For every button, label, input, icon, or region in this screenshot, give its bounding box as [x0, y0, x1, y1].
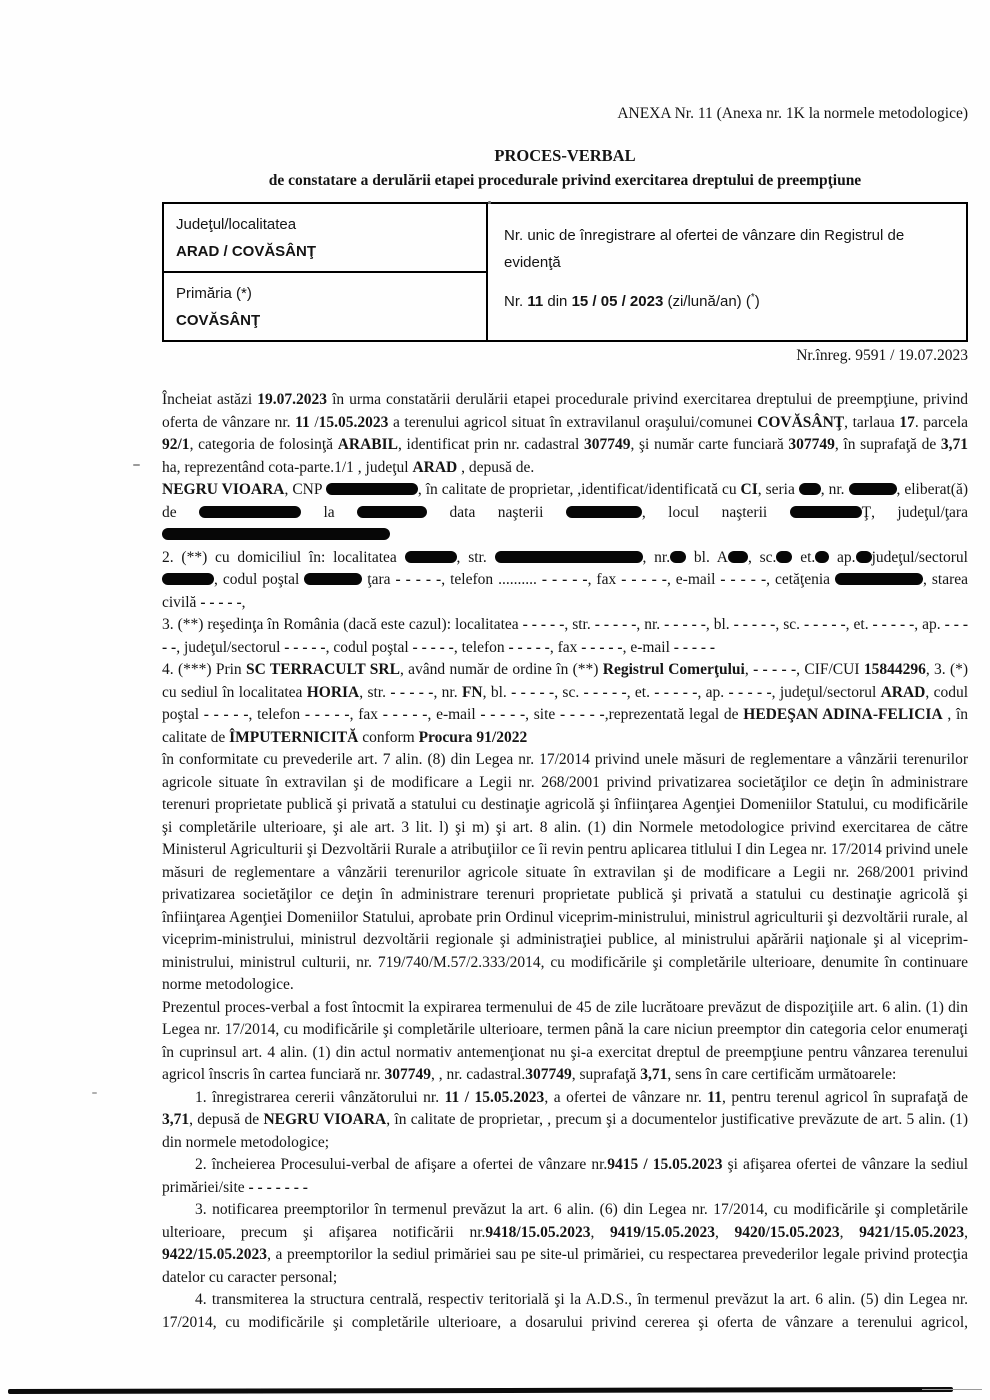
- residence-paragraph: 3. (**) reşedinţa în România (dacă este cazul): localitatea - - - - -, str. - - - - -, nr. - - - - -, bl. - - - - -, sc. - - - - -, et. - - - - -, ap. - - - - -, judeţul/sectorul - - - - -, codul poştal - - - - -, telefon - - - - -, fax - - - - -, e-mail - - - - -: [162, 616, 969, 656]
- registration-number-line: Nr. 11 din 15 / 05 / 2023 (zi/lună/an) (*): [504, 292, 760, 310]
- redaction-bar: [670, 551, 686, 563]
- registration-cell: [488, 204, 966, 340]
- redaction-bar: [849, 483, 897, 495]
- redaction-bar: [799, 483, 821, 495]
- representative-paragraph: 4. (***) Prin SC TERRACULT SRL, având număr de ordine în (**) Registrul Comerţului, - - - - -, CIF/CUI 15844296, 3. (*) cu sediul în localitatea HORIA, str. - - - - -, nr. FN, bl. - - - - -, sc. - - - - -, et. - - - - -, ap. - - - - -, judeţul/sectorul ARAD, codul poştal - - - - -, telefon - - - - -, fax - - - - -, e-mail - - - - -, site - - - - -,reprezentată legal de HEDEŞAN ADINA-FELICIA , în calitate de ÎMPUTERNICITĂ conform Procura 91/2022: [162, 661, 969, 746]
- redaction-bar: [856, 551, 872, 563]
- scan-artifact-dash: [92, 1092, 97, 1094]
- cityhall-label: Primăria (*): [176, 285, 252, 302]
- county-label: Judeţul/localitatea: [176, 216, 297, 233]
- scan-artifact-dot: [488, 201, 491, 204]
- intro-paragraph: Încheiat astăzi 19.07.2023 în urma constatării derulării etapei procedurale privind exercitarea dreptului de preempţiune, privind oferta de vânzare nr. 11 /15.05.2023 a terenului agricol situat în extravilanul oraşului/comunei COVĂSÂNŢ, tarlaua 17. parcela 92/1, categoria de folosinţă ARABIL, identificat prin nr. cadastral 307749, şi număr carte funciară 307749, în suprafaţă de 3,71 ha, reprezentând cota-parte.1/1 , judeţul ARAD , depusă de.: [162, 391, 969, 476]
- domicile-paragraph: 2. (**) cu domiciliul în: localitatea , str. , nr. bl. A , sc. et. ap. judeţul/sectorul , codul poştal ţara - - - - -, telefon .......... - - - - -, fax - - - - -, e-mail - - - - -, cetăţenia , starea civilă - - - - -,: [162, 548, 969, 611]
- redaction-bar: [566, 506, 642, 518]
- annex-note: ANEXA Nr. 11 (Anexa nr. 1K la normele metodologice): [617, 105, 968, 122]
- redaction-bar: [835, 573, 923, 585]
- redaction-bar: [326, 483, 418, 495]
- document-subtitle: de constatare a derulării etapei procedurale privind exercitarea dreptului de preempţiune: [268, 172, 862, 189]
- item-3: 3. notificarea preemptorilor în termenul prevăzut la art. 6 alin. (6) din Legea nr. 17/2014, cu modificările şi completările ulterioare, precum şi afişarea notificării nr.9418/15.05.2023, 9419/15.05.2023, 9420/15.05.2023, 9421/15.05.2023, 9422/15.05.2023, a preemptorilor la sediul primăriei sau pe site-ul primăriei, cu respectarea prevederilor legale privind protecţia datelor cu caracter personal;: [162, 1201, 969, 1286]
- scan-artifact-dash: [133, 464, 140, 466]
- redaction-bar: [790, 506, 862, 518]
- item-2: 2. încheierea Procesului-verbal de afişare a ofertei de vânzare nr.9415 / 15.05.2023 şi afişarea ofertei de vânzare la sediul primăriei/site - - - - - - -: [162, 1156, 969, 1196]
- item-4: 4. transmiterea la structura centrală, respectiv teritorială şi la A.D.S., în termenul prevăzut la art. 6 alin. (5) din Legea nr. 17/2014, cu modificările şi completările ulterioare, a dosarului privind cererea şi oferta de vânzare a terenului agricol,: [162, 1291, 968, 1331]
- county-cell: [164, 204, 486, 273]
- redaction-bar: [776, 551, 792, 563]
- cityhall-cell: [164, 273, 486, 340]
- scan-edge-bar-tail: [922, 1389, 982, 1391]
- document-body: [162, 389, 968, 1334]
- redaction-bar: [304, 573, 362, 585]
- owner-paragraph: NEGRU VIOARA, CNP , în calitate de proprietar, ,identificat/identificată cu CI, seria , nr. , eliberat(ă) de la data naşterii , locul naşterii Ţ, judeţul/ţara: [162, 479, 968, 547]
- registry-number-note: Nr.înreg. 9591 / 19.07.2023: [796, 347, 968, 364]
- redaction-bar: [405, 551, 457, 563]
- item-1: 1. înregistrarea cererii vânzătorului nr. 11 / 15.05.2023, a ofertei de vânzare nr. 11, pentru terenul agricol în suprafaţă de 3,71, depusă de NEGRU VIOARA, în calitate de proprietar, , precum şi a documentelor justificative prevăzute de art. 5 alin. (1) din normele metodologice;: [162, 1088, 969, 1151]
- redaction-bar: [495, 551, 643, 563]
- redaction-bar: [199, 506, 301, 518]
- redaction-bar: [162, 528, 390, 540]
- redaction-bar: [162, 573, 214, 585]
- redaction-bar: [728, 551, 748, 563]
- document-title: PROCES-VERBAL: [494, 146, 636, 165]
- certification-paragraph: Prezentul proces-verbal a fost întocmit la expirarea termenului de 45 de zile lucrătoare prevăzut de dispoziţiile art. 6 alin. (1) din Legea nr. 17/2014, cu modificările şi completările ulterioare, termen până la care niciun preemptor din categoria celor enumeraţi în cuprinsul art. 4 alin. (1) din actul normativ antemenţionat nu şi-a exercitat dreptul de preempţiune pentru vânzarea terenului agricol înscris în cartea funciară nr. 307749, , nr. cadastral.307749, suprafaţă 3,71, sens în care certificăm următoarele:: [162, 998, 968, 1083]
- registration-label: Nr. unic de înregistrare al ofertei de vânzare din Registrul de evidenţă: [504, 227, 905, 271]
- redaction-bar: [815, 551, 829, 563]
- legal-basis-paragraph: în conformitate cu prevederile art. 7 alin. (8) din Legea nr. 17/2014 privind unele măsuri de reglementare a vânzării terenurilor agricole situate în extravilan şi de modificare a Legii nr. 268/2001 privind privatizarea societăţilor ce deţin în administrare terenuri proprietate publică şi privată a statului cu destinaţie agricolă şi înfiinţarea Agenţiei Domeniilor Statului, cu modificările şi completările ulterioare, şi ale art. 3 lit. l) şi m) şi art. 8 alin. (1) din Normele metodologice privind exercitarea de către Ministerul Agriculturii şi Dezvoltării Rurale a atribuţiilor ce îi revin pentru aplicarea titlului I din Legea nr. 17/2014 privind unele măsuri de reglementare a vânzării terenurilor agricole situate în extravilan şi de modificare a Legii nr. 268/2001 privind privatizarea societăţilor ce deţin în administrare terenuri proprietate publică şi privată a statului cu destinaţie agricolă şi înfiinţarea Agenţiei Domeniilor Statului, aprobate prin Ordinul viceprim-ministrului, ministrul agriculturii şi dezvoltării rurale, al viceprim-ministrului, ministrul dezvoltării regionale şi administraţiei publice, al ministrului apărării naţionale şi al viceprim-ministrului, ministrul culturii, nr. 719/740/M.57/2.333/2014, cu modificările şi completările ulterioare, denumite în continuare norme metodologice.: [162, 751, 968, 993]
- table-left-column: [164, 204, 488, 340]
- header-info-table: [162, 202, 968, 342]
- redaction-bar: [357, 506, 427, 518]
- document-content: [162, 0, 968, 1334]
- county-value: ARAD / COVĂSÂNŢ: [176, 243, 317, 260]
- scan-edge-bar: [8, 1387, 953, 1394]
- cityhall-value: COVĂSÂNŢ: [176, 312, 261, 329]
